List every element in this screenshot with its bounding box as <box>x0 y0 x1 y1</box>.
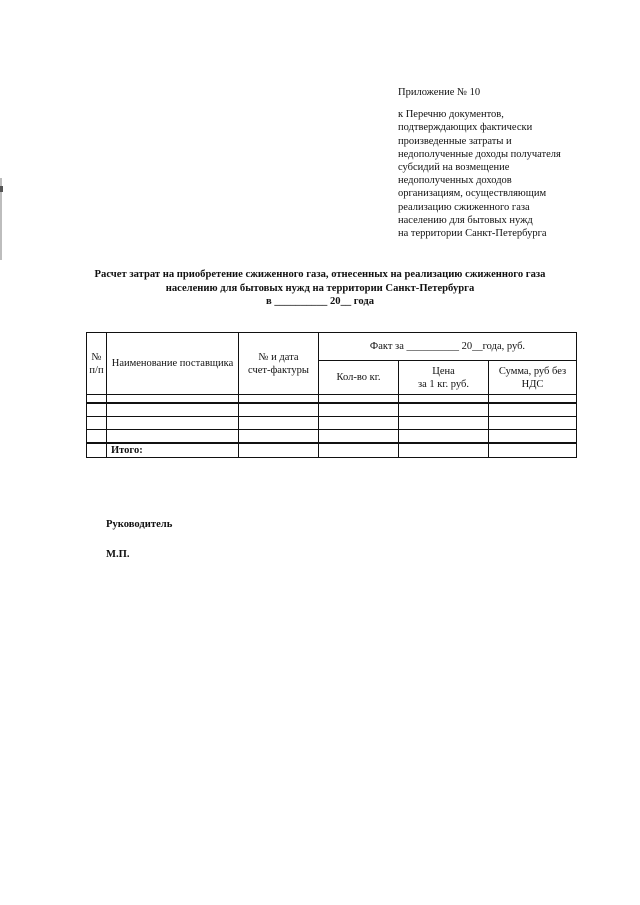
title-line-3: в __________ 20__ года <box>265 296 375 308</box>
table-row <box>87 395 577 404</box>
table-row <box>87 403 577 417</box>
header-sum: Сумма, руб без НДС <box>489 361 577 395</box>
header-invoice: № и дата счет-фактуры <box>239 333 319 395</box>
cost-table <box>86 332 577 458</box>
table-row <box>87 430 577 444</box>
header-number: № п/п <box>87 333 107 395</box>
scan-edge-dot <box>0 186 3 192</box>
total-row <box>87 443 577 458</box>
total-label: Итого: <box>107 443 239 458</box>
appendix-number: Приложение № 10 <box>398 87 481 98</box>
manager-signature-label: Руководитель <box>106 519 173 530</box>
header-fact: Факт за __________ 20__года, руб. <box>319 333 577 361</box>
table-row <box>87 417 577 430</box>
header-quantity: Кол-во кг. <box>319 361 399 395</box>
title-line-2: населению для бытовых нужд на территории Санкт-Петербурга <box>165 282 475 294</box>
header-price: Цена за 1 кг. руб. <box>399 361 489 395</box>
appendix-text: к Перечню документов, подтверждающих фактически произведенные затраты и недополученные доходы получателя субсидий на возмещение недополученных доходов организациям, осуществляющим реализацию сжиженного газа населению для бытовых нужд на территории Санкт-Петербурга <box>398 109 561 240</box>
document-title <box>90 268 550 309</box>
header-supplier: Наименование поставщика <box>107 333 239 395</box>
appendix-block <box>398 86 598 240</box>
title-line-1: Расчет затрат на приобретение сжиженного газа, отнесенных на реализацию сжиженного газа <box>94 269 546 280</box>
stamp-label: М.П. <box>106 549 130 560</box>
